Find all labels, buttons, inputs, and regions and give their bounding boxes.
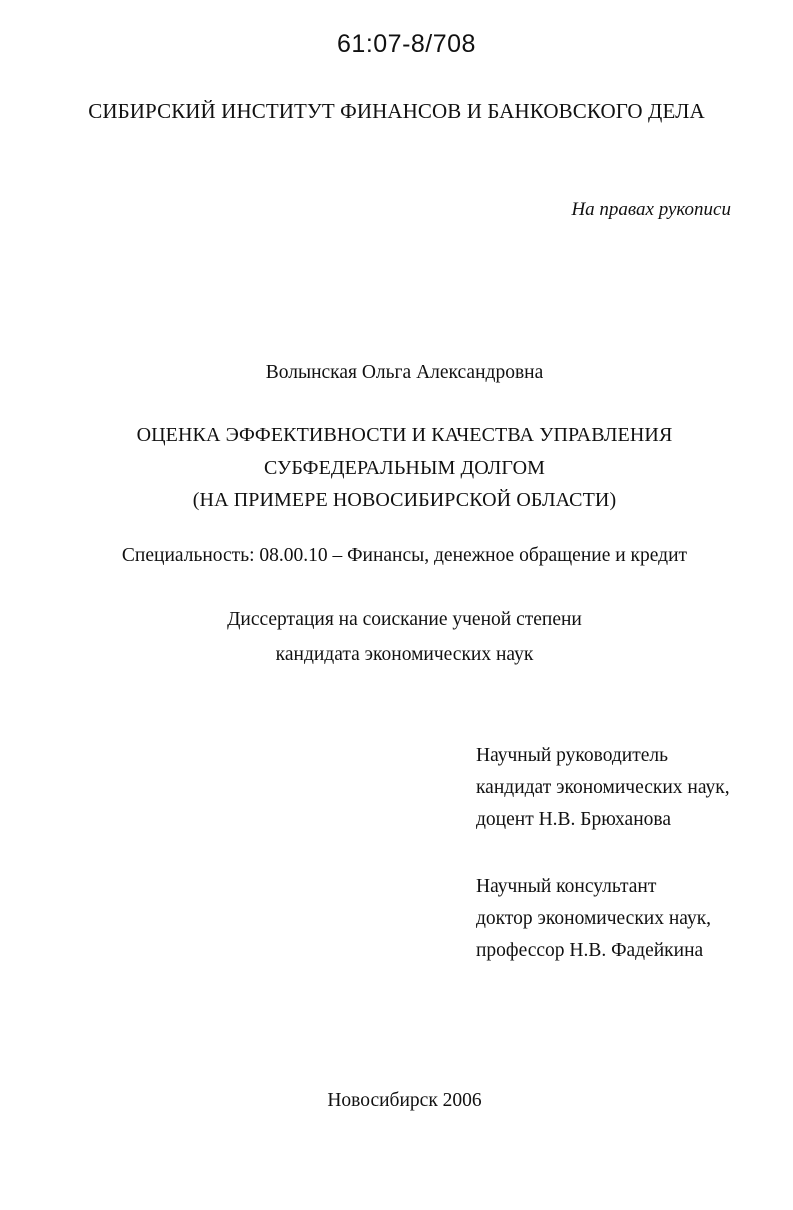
title-line-3: (НА ПРИМЕРЕ НОВОСИБИРСКОЙ ОБЛАСТИ) bbox=[192, 489, 617, 511]
supervisor-block bbox=[476, 740, 730, 836]
archive-stamp: 61:07-8/708 bbox=[337, 30, 476, 58]
supervisor-role: Научный руководитель bbox=[476, 745, 669, 766]
supervisor-name: доцент Н.В. Брюханова bbox=[476, 809, 671, 830]
title-line-2: СУБФЕДЕРАЛЬНЫМ ДОЛГОМ bbox=[263, 457, 546, 479]
consultant-name: профессор Н.В. Фадейкина bbox=[476, 940, 704, 961]
specialty: Специальность: 08.00.10 – Финансы, денежное обращение и кредит bbox=[121, 545, 688, 566]
author-name: Волынская Ольга Александровна bbox=[265, 362, 544, 383]
consultant-degree: доктор экономических наук, bbox=[476, 908, 712, 929]
dissertation-line-2: кандидата экономических наук bbox=[275, 644, 534, 665]
consultant-role: Научный консультант bbox=[476, 876, 657, 897]
manuscript-note: На правах рукописи bbox=[571, 199, 731, 220]
dissertation-line-1: Диссертация на соискание ученой степени bbox=[227, 609, 582, 630]
consultant-block bbox=[476, 871, 711, 967]
institute-name: СИБИРСКИЙ ИНСТИТУТ ФИНАНСОВ И БАНКОВСКОГО ДЕЛА bbox=[88, 99, 705, 123]
supervisor-degree: кандидат экономических наук, bbox=[476, 777, 730, 798]
title-line-1: ОЦЕНКА ЭФФЕКТИВНОСТИ И КАЧЕСТВА УПРАВЛЕНИЯ bbox=[136, 424, 673, 446]
city-year: Новосибирск 2006 bbox=[327, 1090, 482, 1111]
